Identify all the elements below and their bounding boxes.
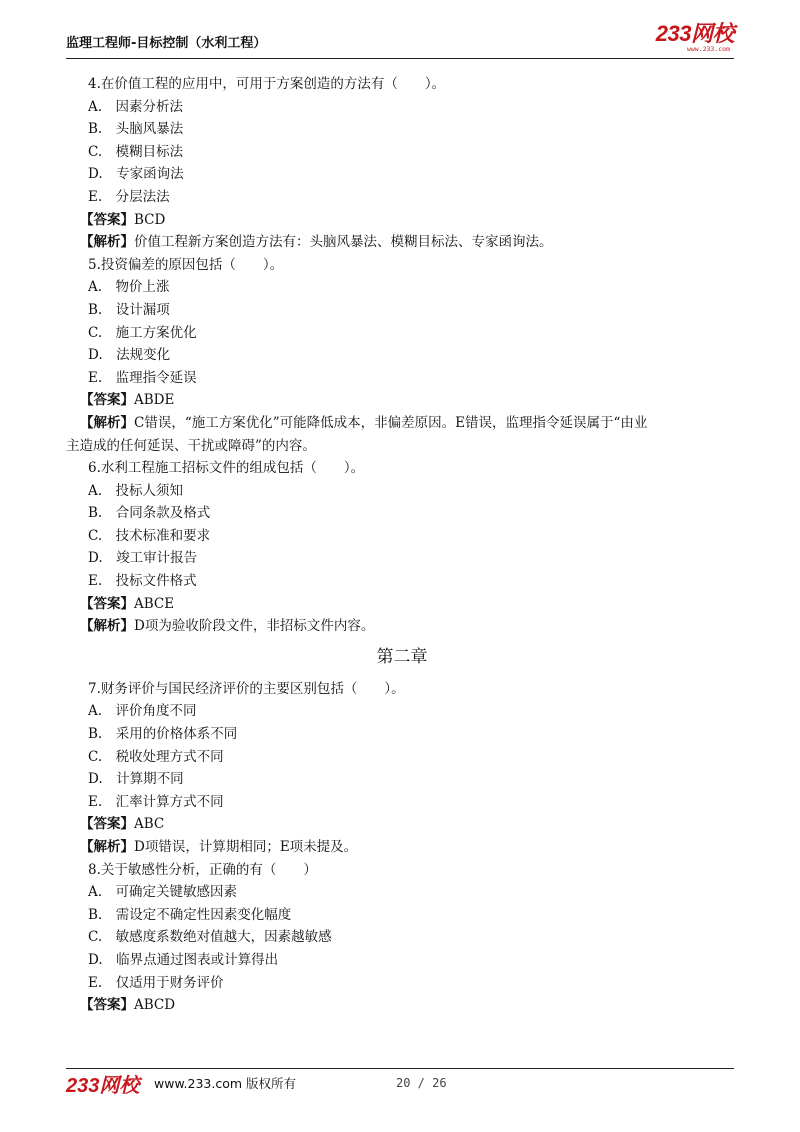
answer-note [66,412,738,457]
answer-option: A. 可确定关键敏感因素 [88,884,238,901]
answer-note [66,593,738,616]
answer-option: B. 合同条款及格式 [88,505,211,522]
note-text: 价值工程新方案创造方法有：头脑风暴法、模糊目标法、专家函询法。 [134,234,553,251]
answer-note [66,389,738,412]
note-text: ABC [134,816,165,833]
answer-option: A. 评价角度不同 [88,703,197,720]
page-number: 20 / 26 [396,1076,447,1090]
note-text: D项错误，计算期相同；E项未提及。 [134,839,358,855]
answer-option: B. 设计漏项 [88,301,170,318]
answer-option: D. 竣工审计报告 [88,550,198,567]
note-label: 【解析】 [80,234,134,251]
answer-option: A. 因素分析法 [88,98,184,115]
note-text: BCD [134,211,166,228]
page-footer [66,1068,734,1109]
question-stem: 7.财务评价与国民经济评价的主要区别包括（ ）。 [88,680,405,697]
answer-option: B. 头脑风暴法 [88,121,184,138]
answer-option: A. 物价上涨 [88,279,170,296]
answer-note [66,615,738,638]
note-text: D项为验收阶段文件，非招标文件内容。 [134,618,375,635]
note-continuation: 主造成的任何延误、干扰或障碍”的内容。 [66,437,316,454]
header-title: 监理工程师-目标控制（水利工程） [66,36,267,51]
note-label: 【答案】 [80,595,134,612]
answer-note [66,836,738,859]
document-body [66,73,738,1017]
logo-url: www.233.com [686,45,730,53]
brand-logo [656,22,734,53]
answer-option: E. 投标文件格式 [88,573,197,590]
answer-option: B. 采用的价格体系不同 [88,726,238,743]
question-stem: 6.水利工程施工招标文件的组成包括（ ）。 [88,460,365,477]
note-text: ABCE [134,595,175,612]
answer-option: C. 税收处理方式不同 [88,748,224,765]
answer-note [66,231,738,254]
page-header [66,21,734,59]
question-stem: 8.关于敏感性分析，正确的有（ ） [88,861,317,878]
note-label: 【解析】 [80,618,134,635]
note-label: 【解析】 [80,414,134,431]
answer-option: C. 模糊目标法 [88,143,184,160]
note-line [66,412,738,435]
answer-option: C. 敏感度系数绝对值越大，因素越敏感 [88,929,332,946]
answer-option: E. 监理指令延误 [88,369,197,386]
chapter-heading: 第二章 [376,646,428,667]
note-text: ABCD [134,997,176,1014]
answer-option: E. 仅适用于财务评价 [88,974,224,991]
answer-option: C. 技术标准和要求 [88,527,211,544]
answer-note [66,209,738,232]
answer-option: D. 法规变化 [88,347,171,364]
note-text: C错误，“施工方案优化”可能降低成本，非偏差原因。E错误，监理指令延误属于“由业 [134,414,648,431]
note-label: 【答案】 [80,392,134,409]
note-label: 【答案】 [80,997,134,1014]
answer-option: E. 汇率计算方式不同 [88,793,224,810]
answer-option: B. 需设定不确定性因素变化幅度 [88,906,292,923]
note-label: 【答案】 [80,816,134,833]
answer-option: C. 施工方案优化 [88,324,197,341]
note-text: ABDE [134,392,175,409]
note-label: 【解析】 [80,839,134,855]
footer-copyright: www.233.com 版权所有 [154,1076,296,1091]
note-label: 【答案】 [80,211,134,228]
answer-option: A. 投标人须知 [88,482,184,499]
logo-text: 233网校 [655,21,734,46]
answer-option: D. 专家函询法 [88,166,184,183]
answer-option: D. 计算期不同 [88,771,184,788]
answer-option: D. 临界点通过图表或计算得出 [88,951,279,968]
footer-logo: 233网校 [66,1075,140,1097]
answer-note [66,813,738,836]
answer-option: E. 分层法法 [88,188,170,205]
question-stem: 5.投资偏差的原因包括（ ）。 [88,256,284,273]
question-stem: 4.在价值工程的应用中，可用于方案创造的方法有（ ）。 [88,76,446,92]
answer-note [66,994,738,1017]
